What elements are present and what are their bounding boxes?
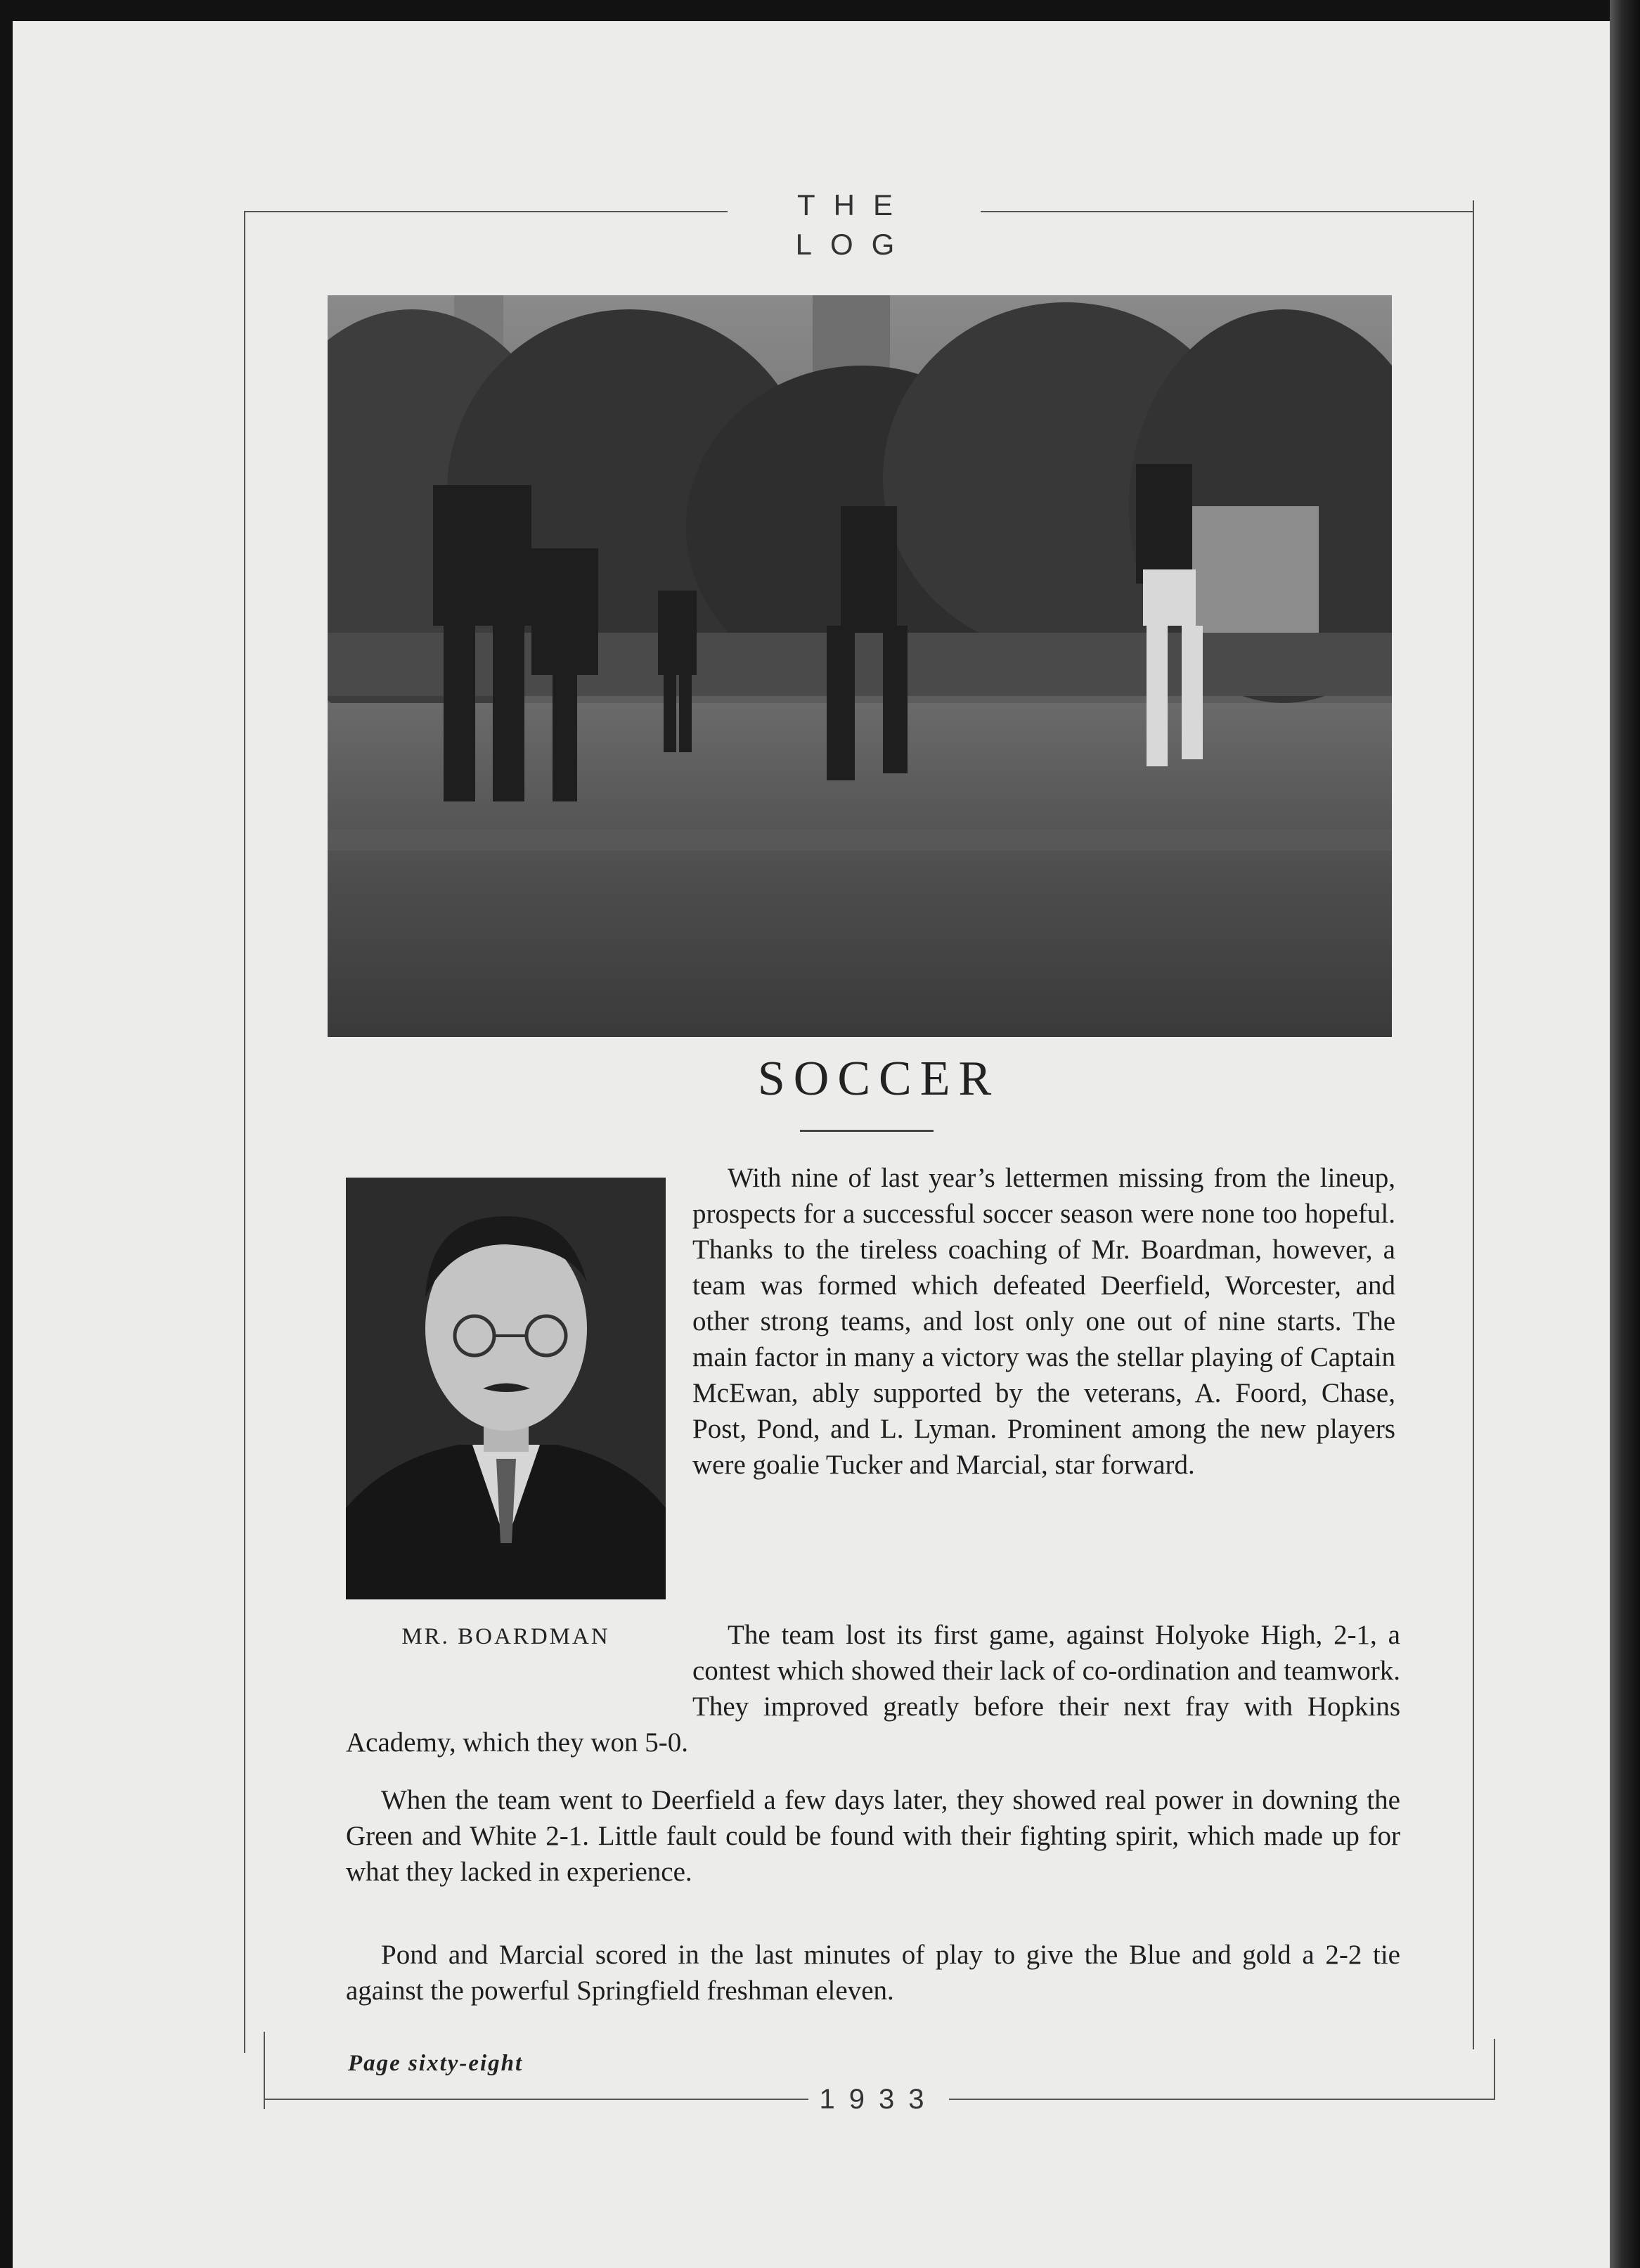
running-header: THE LOG — [728, 186, 981, 225]
book-spine — [1610, 0, 1640, 2268]
article-paragraph: Pond and Marcial scored in the last minutes of play to give the Blue and gold a 2-2 tie against the powerful Springfield freshman eleven. — [346, 1940, 1400, 2006]
title-divider — [800, 1130, 934, 1132]
page-border-left-lower — [264, 2032, 265, 2109]
article-title: SOCCER — [757, 1052, 1000, 1106]
soccer-game-photo — [328, 295, 1392, 1037]
portrait-caption: MR. BOARDMAN — [401, 1624, 610, 1649]
page-border-right-lower — [1494, 2039, 1495, 2099]
coach-portrait-photo — [346, 1178, 666, 1599]
page-border-right — [1473, 200, 1474, 2049]
running-footer-year: 1933 — [808, 2080, 949, 2119]
article-paragraph: With nine of last year’s lettermen missing from the lineup, prospects for a successful soccer season were none too hopeful. Thanks to the tireless coaching of Mr. Boardman, however, a team was formed which defeated Deerfield, Worcester, and other strong teams, and lost only one out of nine starts. The main factor in many a victory was the stellar playing of Captain McEwan, ably supported by the veterans, A. Foord, Chase, Post, Pond, and L. Lyman. Prominent among the new players were goalie Tucker and Marcial, star forward. — [692, 1163, 1395, 1480]
page-number-label: Page sixty-eight — [348, 2051, 524, 2076]
caption-float-spacer — [346, 1617, 692, 1725]
page-border-left — [244, 211, 245, 2053]
article-paragraph: When the team went to Deerfield a few days later, they showed real power in downing the Green and White 2-1. Little fault could be found with their fighting spirit, which made up for what they lacked in experience. — [346, 1785, 1400, 1887]
article-paragraph: The team lost its first game, against Holyoke High, 2-1, a contest which showed their lack of co-ordination and teamwork. They improved greatly before their next fray with Hopkins Academy, which they won 5-0. — [346, 1620, 1400, 1758]
article-paragraph-wrap — [346, 1617, 1400, 1760]
